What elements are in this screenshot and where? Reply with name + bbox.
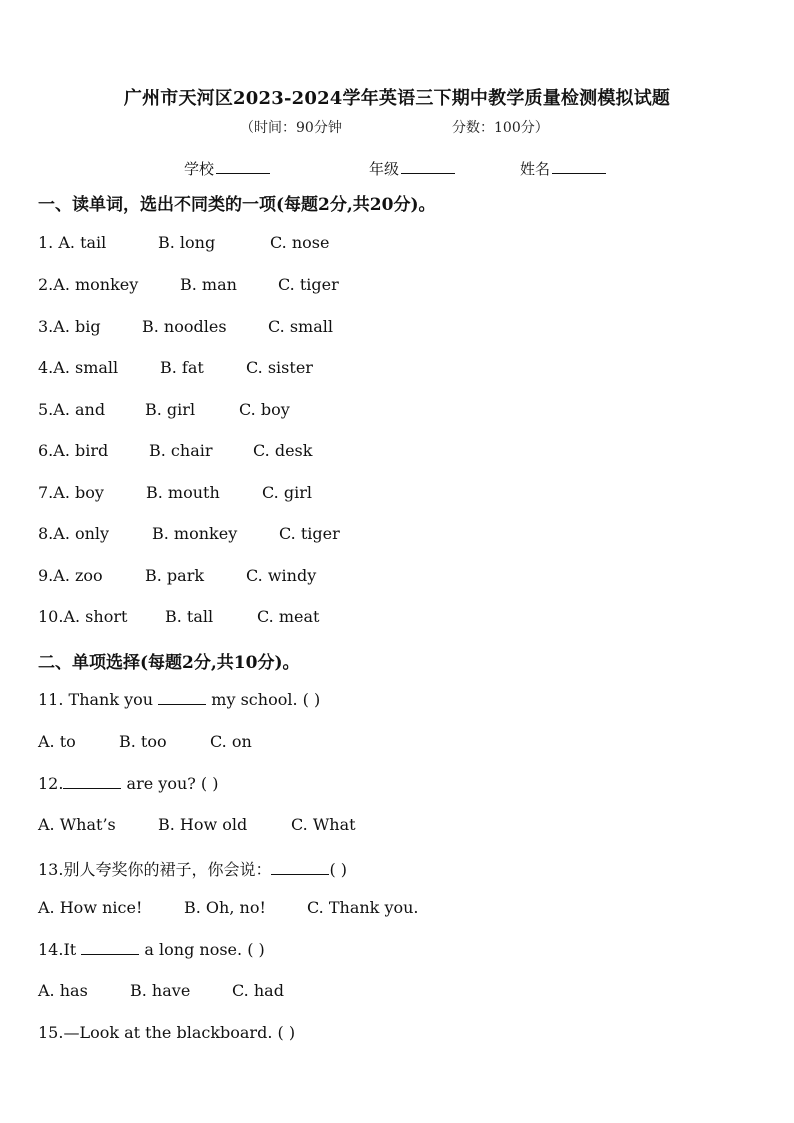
option-a: 6.A. bird bbox=[38, 441, 109, 460]
option-b: B. noodles bbox=[142, 317, 227, 336]
school-label: 学校 bbox=[184, 160, 215, 178]
section2-title: 二、单项选择(每题2分,共10分)。 bbox=[38, 653, 300, 673]
option-a: 1. A. tail bbox=[38, 233, 107, 252]
grade-blank[interactable] bbox=[401, 159, 455, 174]
option-a: 9.A. zoo bbox=[38, 566, 103, 585]
q11-text-post: my school. ( ) bbox=[211, 690, 321, 709]
q11-text-pre: 11. Thank you bbox=[38, 690, 154, 709]
name-blank[interactable] bbox=[552, 159, 606, 174]
option-b: B. monkey bbox=[152, 524, 238, 543]
option-b: B. man bbox=[180, 275, 237, 294]
option-b: B. Oh, no! bbox=[184, 898, 266, 917]
option-b: B. long bbox=[158, 233, 216, 252]
option-c: C. sister bbox=[246, 358, 313, 377]
option-b: B. fat bbox=[160, 358, 204, 377]
q12-blank[interactable] bbox=[63, 774, 121, 789]
option-a: 5.A. and bbox=[38, 400, 106, 419]
option-c: C. desk bbox=[253, 441, 313, 460]
option-a: A. has bbox=[38, 981, 88, 1000]
option-b: B. park bbox=[145, 566, 205, 585]
option-c: C. on bbox=[210, 732, 252, 751]
q13-text-post: ( ) bbox=[329, 860, 348, 879]
option-a: 2.A. monkey bbox=[38, 275, 139, 294]
q12-text-post: are you? ( ) bbox=[126, 774, 219, 793]
name-field[interactable] bbox=[520, 158, 606, 179]
option-c: C. small bbox=[268, 317, 333, 336]
exam-score: 分数：100分） bbox=[452, 120, 549, 136]
option-a: A. What’s bbox=[38, 815, 116, 834]
option-a: 7.A. boy bbox=[38, 483, 104, 502]
q14-text-pre: 14.It bbox=[38, 940, 77, 959]
q12-text-pre: 12. bbox=[38, 774, 64, 793]
option-a: 8.A. only bbox=[38, 524, 110, 543]
option-a: 4.A. small bbox=[38, 358, 119, 377]
school-blank[interactable] bbox=[216, 159, 270, 174]
grade-label: 年级 bbox=[369, 160, 400, 178]
question-15: 15.—Look at the blackboard. ( ) bbox=[38, 1023, 296, 1042]
option-c: C. Thank you. bbox=[307, 898, 419, 917]
option-b: B. How old bbox=[158, 815, 248, 834]
grade-field[interactable] bbox=[369, 158, 455, 179]
q14-blank[interactable] bbox=[81, 940, 139, 955]
q14-text-post: a long nose. ( ) bbox=[144, 940, 265, 959]
option-a: A. to bbox=[38, 732, 76, 751]
question-13 bbox=[38, 857, 347, 880]
option-c: C. What bbox=[291, 815, 356, 834]
q13-blank[interactable] bbox=[271, 860, 329, 875]
section1-title: 一、读单词，选出不同类的一项(每题2分,共20分)。 bbox=[38, 195, 436, 215]
option-c: C. tiger bbox=[279, 524, 340, 543]
school-field[interactable] bbox=[184, 158, 270, 179]
exam-title: 广州市天河区2023-2024学年英语三下期中教学质量检测模拟试题 bbox=[123, 88, 671, 109]
option-b: B. chair bbox=[149, 441, 213, 460]
name-label: 姓名 bbox=[520, 160, 551, 178]
question-14 bbox=[38, 940, 265, 959]
option-c: C. windy bbox=[246, 566, 317, 585]
option-b: B. have bbox=[130, 981, 191, 1000]
question-12 bbox=[38, 774, 219, 793]
option-a: A. How nice! bbox=[38, 898, 143, 917]
exam-time: （时间：90分钟 bbox=[240, 120, 342, 136]
option-c: C. boy bbox=[239, 400, 290, 419]
option-b: B. girl bbox=[145, 400, 196, 419]
option-b: B. mouth bbox=[146, 483, 220, 502]
option-c: C. meat bbox=[257, 607, 320, 626]
question-11 bbox=[38, 690, 320, 709]
option-c: C. had bbox=[232, 981, 284, 1000]
option-c: C. nose bbox=[270, 233, 330, 252]
student-fields bbox=[0, 158, 794, 182]
q13-text-pre: 13.别人夸奖你的裙子，你会说： bbox=[38, 860, 272, 879]
option-c: C. girl bbox=[262, 483, 312, 502]
option-c: C. tiger bbox=[278, 275, 339, 294]
exam-info bbox=[240, 117, 549, 137]
option-b: B. tall bbox=[165, 607, 214, 626]
option-a: 10.A. short bbox=[38, 607, 128, 626]
option-a: 3.A. big bbox=[38, 317, 101, 336]
option-b: B. too bbox=[119, 732, 167, 751]
q11-blank[interactable] bbox=[158, 690, 206, 705]
